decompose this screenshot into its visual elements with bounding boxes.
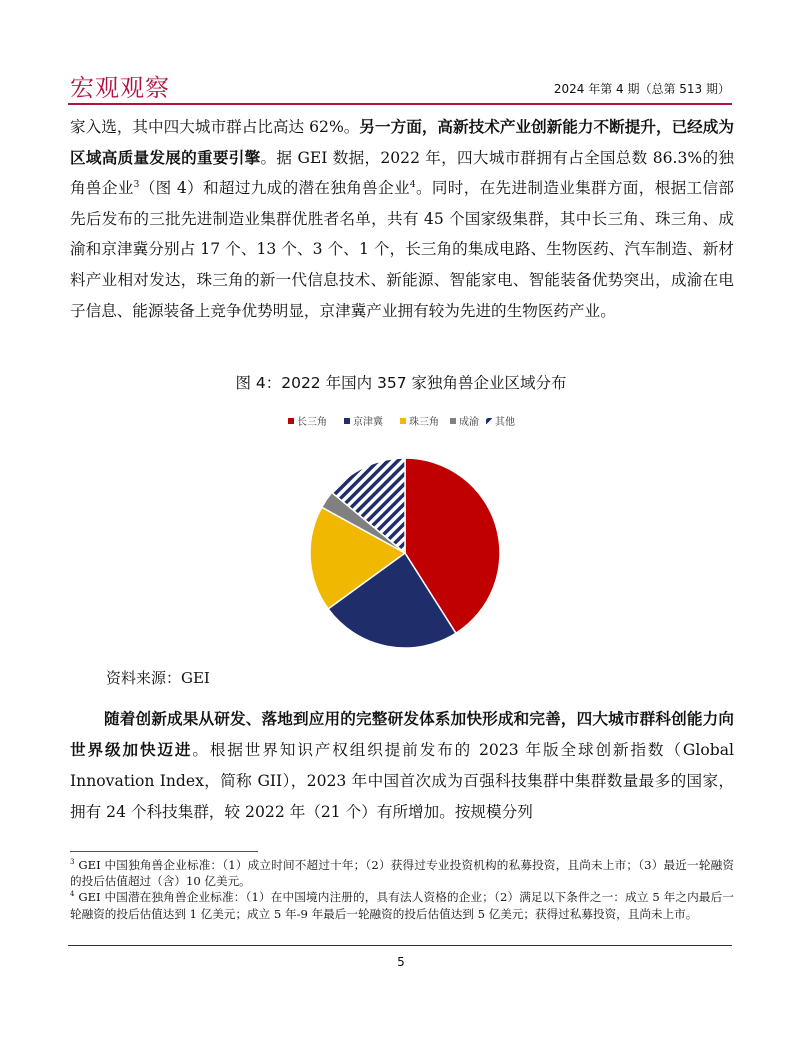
- page-number: 5: [397, 955, 405, 969]
- paragraph-1-text-d: 。同时，在先进制造业集群方面，根据工信部先后发布的三批先进制造业集群优胜者名单，共有 45 个国家级集群，其中长三角、珠三角、成渝和京津冀分别占 17 个、13 个、3 个、1 个，长三角的集成电路、生物医药、汽车制造、新材料产业相对发达，珠三角的新一代信息技术、新能源、智能家电、智能装备优势突出，成渝在电子信息、能源装备上竞争优势明显，京津冀产业拥有较为先进的生物医药产业。: [70, 179, 734, 320]
- legend-swatch: [450, 418, 456, 424]
- legend-label: 成渝: [459, 417, 479, 428]
- pie-slices: [310, 458, 500, 648]
- footnote-3-text: GEI 中国独角兽企业标准：（1）成立时间不超过十年；（2）获得过专业投资机构的私募投资，且尚未上市；（3）最近一轮融资的投后估值超过（含）10 亿美元。: [70, 858, 734, 889]
- legend-label: 其他: [495, 417, 515, 428]
- paragraph-1-emphasis: 另一方面，高新技术产业创新能力不断提升，已经成为区域高质量发展的重要引擎: [70, 118, 734, 167]
- issue-number: 2024 年第 4 期（总第 513 期）: [553, 82, 730, 96]
- legend-item-5: [486, 415, 515, 428]
- legend-item-3: [400, 415, 439, 428]
- paragraph-2: [70, 704, 734, 828]
- legend-item-2: [344, 415, 384, 428]
- publication-title: 宏观观察: [70, 74, 170, 102]
- paragraph-2-text: 。根据世界知识产权组织提前发布的 2023 年版全球创新指数（Global Innovation Index，简称 GII），2023 年中国首次成为百强科技集群中集群数量最多的国家，拥有 24 个科技集群，较 2022 年（21 个）有所增加。按规模分列: [70, 741, 734, 821]
- legend-label: 珠三角: [409, 417, 439, 428]
- footnote-3: [70, 857, 734, 889]
- footnote-divider: [70, 851, 258, 852]
- footer-divider: [68, 945, 732, 946]
- legend-swatch: [400, 418, 406, 424]
- paragraph-2-emphasis: 随着创新成果从研发、落地到应用的完整研发体系加快形成和完善，四大城市群科创能力向世界级加快迈进: [70, 710, 734, 759]
- chart-legend: [288, 415, 515, 428]
- footnote-4: [70, 889, 734, 921]
- figure-source: 资料来源：GEI: [106, 669, 210, 687]
- footnotes: [70, 857, 734, 922]
- figure-title: 图 4：2022 年国内 357 家独角兽企业区域分布: [235, 374, 567, 392]
- header-divider: [68, 103, 732, 105]
- legend-swatch: [288, 418, 294, 424]
- footnote-3-number: 3: [70, 858, 75, 867]
- legend-item-1: [288, 415, 327, 428]
- paragraph-1-text-a: 家入选，其中四大城市群占比高达 62%。: [70, 118, 360, 136]
- paragraph-1: [70, 112, 734, 326]
- legend-swatch: [486, 418, 492, 424]
- footnote-ref-3[interactable]: 3: [133, 180, 140, 190]
- legend-item-4: [450, 415, 479, 428]
- paragraph-1-text-b: 。据 GEI 数据，2022 年，四大城市群拥有占全国总数 86.3%的独角兽企业: [70, 148, 734, 198]
- legend-label: 京津冀: [353, 417, 383, 428]
- paragraph-1-text-c: （图 4）和超过九成的潜在独角兽企业: [139, 179, 410, 198]
- legend-label: 长三角: [297, 417, 327, 428]
- footnote-4-number: 4: [70, 890, 75, 899]
- footnote-ref-4[interactable]: 4: [409, 180, 416, 190]
- pie-chart: [270, 408, 540, 658]
- legend-swatch: [344, 418, 350, 424]
- footnote-4-text: GEI 中国潜在独角兽企业标准：（1）在中国境内注册的，具有法人资格的企业；（2）满足以下条件之一：成立 5 年之内最后一轮融资的投后估值达到 1 亿美元；成立 5 年-9 年最后一轮融资的投后估值达到 5 亿美元；获得过私募投资，且尚未上市。: [70, 890, 734, 921]
